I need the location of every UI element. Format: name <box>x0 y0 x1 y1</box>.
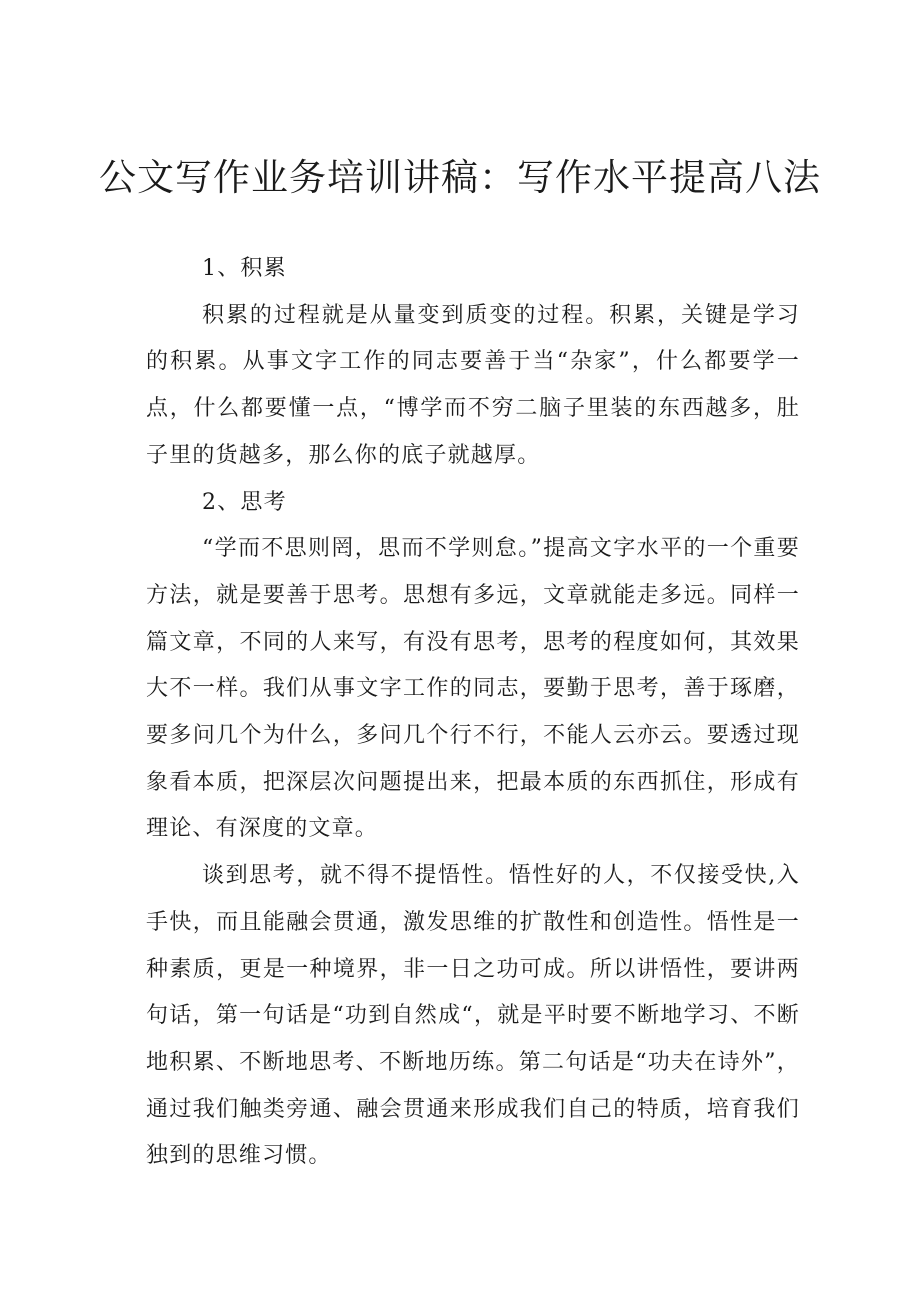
document-title: 公文写作业务培训讲稿：写作水平提高八法 <box>99 156 821 199</box>
paragraph-accumulation: 积累的过程就是从量变到质变的过程。积累，关键是学习的积累。从事文字工作的同志要善于当“杂家”，什么都要学一点，什么都要懂一点，“博学而不穷二脑子里装的东西越多，肚子里的货越多，那么你的底子就越厚。 <box>146 302 800 468</box>
paragraph-insight: 谈到思考，就不得不提悟性。悟性好的人，不仅接受快,入手快，而且能融会贯通，激发思维的扩散性和创造性。悟性是一种素质，更是一种境界，非一日之功可成。所以讲悟性，要讲两句话，第一句话是“功到自然成“，就是平时要不断地学习、不断地积累、不断地思考、不断地历练。第二句话是“功夫在诗外”，通过我们触类旁通、融会贯通来形成我们自己的特质，培育我们独到的思维习惯。 <box>146 863 800 1169</box>
section-heading-thinking: 2、思考 <box>202 489 287 515</box>
paragraph-thinking: “学而不思则罔，思而不学则怠。”提高文字水平的一个重要方法，就是要善于思考。思想有多远，文章就能走多远。同样一篇文章，不同的人来写，有没有思考，思考的程度如何，其效果大不一样。我们从事文字工作的同志，要勤于思考，善于琢磨，要多问几个为什么，多问几个行不行，不能人云亦云。要透过现象看本质，把深层次问题提出来，把最本质的东西抓住，形成有理论、有深度的文章。 <box>146 536 800 842</box>
section-heading-accumulation: 1、积累 <box>202 256 287 281</box>
document-body <box>146 246 800 1180</box>
